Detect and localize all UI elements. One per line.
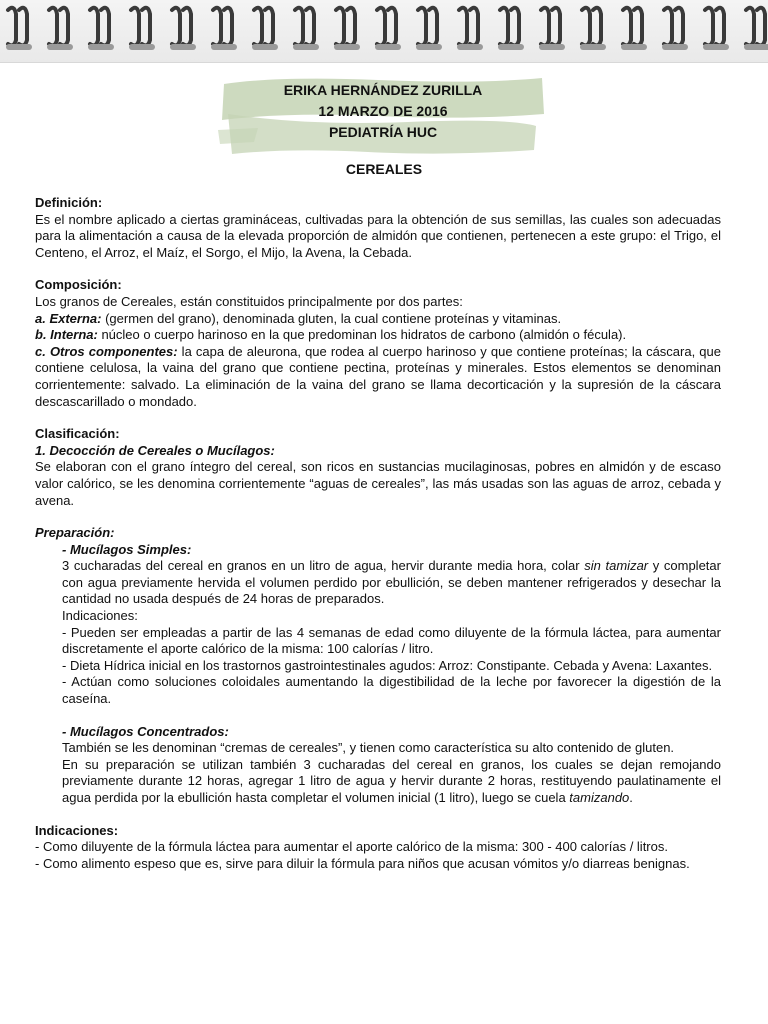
concentrados-line1: También se les denominan “cremas de cereales”, y tienen como característica su alto contenido de gluten. [62, 740, 675, 756]
preparacion-heading: Preparación: [35, 525, 115, 541]
interna-label: b. Interna: [35, 327, 98, 343]
author-name: ERIKA HERNÁNDEZ ZURILLA [283, 82, 483, 98]
spiral-ring [580, 8, 606, 50]
spiral-ring [375, 8, 401, 50]
indicaciones-item: - Como diluyente de la fórmula láctea para aumentar el aporte calórico de la misma: 300 - 400 calorías / litros. [35, 839, 668, 855]
externa-label: a. Externa: [35, 310, 102, 326]
spiral-binding [0, 0, 768, 63]
spiral-ring [6, 8, 32, 50]
header-band [218, 70, 548, 160]
otros-label: c. Otros componentes: [35, 343, 178, 359]
spiral-rings [0, 0, 768, 62]
simples-indicacion-item: - Dieta Hídrica inicial en los trastornos gastrointestinales agudos: Arroz: Constipante. Cebada y Avena: Laxantes. [62, 657, 713, 673]
spiral-ring [293, 8, 319, 50]
spiral-ring [129, 8, 155, 50]
indicaciones-item: - Como alimento espeso que es, sirve para diluir la fórmula para niños que acusan vómitos y/o diarreas benignas. [35, 855, 690, 871]
clasificacion-text: Se elaboran con el grano íntegro del cereal, son ricos en sustancias mucilaginosas, pobres en almidón y de escaso valor calórico, se les denomina corrientemente “aguas de cereales”, las más usadas son las aguas de arroz, cebada y avena. [35, 459, 721, 508]
department: PEDIATRÍA HUC [328, 124, 438, 140]
simples-text-b: y completar con agua previamente hervida el volumen perdido por ebullición, se deben mantener refrigerados y desechar la cantidad no usada después de 24 horas de preparados. [62, 558, 721, 607]
otros-text: la capa de aleurona, que rodea al cuerpo harinoso y que contiene proteínas; la cáscara, que contiene celulosa, la vaina del grano que contiene pectina, proteínas y minerales. Estos elementos se denominan corrientemente: salvado. La eliminación de la vaina del grano se llama decorticación y la supresión de la cáscara descascarillado o mondado. [35, 343, 721, 409]
concentrados-line2-text: En su preparación se utilizan también 3 cucharadas del cereal en granos, los cuales se dejan remojando previamente durante 12 horas, agregar 1 litro de agua y hervir durante 2 horas, restituyendo paulatinamente el agua perdida por la ebullición hasta completar el volumen inicial (1 litro), luego se cuela [62, 756, 721, 805]
composicion-interna [35, 327, 721, 344]
spiral-ring [457, 8, 483, 50]
spiral-ring [416, 8, 442, 50]
composicion-heading: Composición: [35, 277, 122, 293]
simples-indicacion-item: - Actúan como soluciones coloidales aumentando la digestibilidad de la leche por favorecer la digestión de la caseína. [62, 674, 721, 707]
simples-text [62, 558, 721, 608]
spiral-ring [498, 8, 524, 50]
spiral-ring [662, 8, 688, 50]
spiral-ring [170, 8, 196, 50]
spiral-ring [334, 8, 360, 50]
clasificacion-heading: Clasificación: [35, 426, 120, 442]
externa-text: (germen del grano), denominada gluten, la cual contiene proteínas y vitaminas. [101, 310, 562, 326]
definicion-text: Es el nombre aplicado a ciertas gramináceas, cultivadas para la obtención de sus semillas, las cuales son adecuadas para la alimentación a causa de la elevada proporción de almidón que contienen, pertenecen a este grupo: el Trigo, el Centeno, el Arroz, el Maíz, el Sorgo, el Mijo, la Avena, la Cebada. [35, 211, 721, 260]
composicion-externa [35, 311, 721, 328]
composicion-intro: Los granos de Cereales, están constituidos principalmente por dos partes: [35, 293, 463, 309]
concentrados-line2 [62, 757, 721, 807]
spiral-ring [211, 8, 237, 50]
simples-text-a: 3 cucharadas del cereal en granos en un litro de agua, hervir durante media hora, colar [62, 558, 585, 574]
spiral-ring [47, 8, 73, 50]
composicion-otros [35, 344, 721, 410]
concentrados-line2-italic: tamizando [569, 790, 630, 805]
simples-text-italic: sin tamizar [584, 558, 649, 574]
spiral-ring [703, 8, 729, 50]
concentrados-line2-end: . [629, 790, 633, 805]
document-date: 12 MARZO DE 2016 [318, 103, 448, 119]
interna-text: núcleo o cuerpo harinoso en la que predominan los hidratos de carbono (almidón o fécula). [97, 327, 627, 343]
spiral-ring [88, 8, 114, 50]
header-text [218, 80, 548, 143]
indicaciones-heading: Indicaciones: [35, 822, 119, 838]
document-title: CEREALES [345, 161, 423, 177]
mucilagos-simples-section [35, 542, 721, 807]
clasificacion-subheading: 1. Decocción de Cereales o Mucílagos: [35, 442, 275, 458]
spiral-ring [744, 8, 768, 50]
simples-heading: - Mucílagos Simples: [62, 541, 192, 557]
spiral-ring [539, 8, 565, 50]
spiral-ring [621, 8, 647, 50]
spiral-ring [252, 8, 278, 50]
concentrados-heading: - Mucílagos Concentrados: [62, 723, 229, 739]
definicion-heading: Definición: [35, 195, 103, 210]
simples-indicaciones-label: Indicaciones: [62, 608, 138, 624]
document-body [35, 195, 721, 872]
simples-indicacion-item: - Pueden ser empleadas a partir de las 4 semanas de edad como diluyente de la fórmula láctea, para aumentar discretamente el aporte calórico de la misma: 100 calorías / litro. [62, 624, 721, 657]
